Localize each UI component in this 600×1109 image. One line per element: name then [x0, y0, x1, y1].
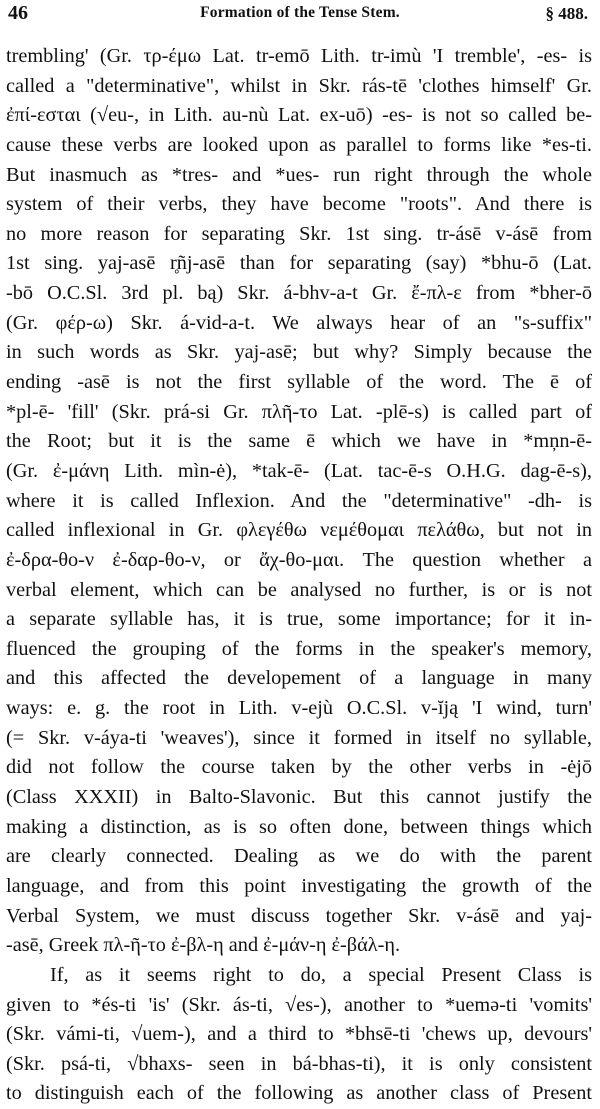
text-line: cause these verbs are looked upon as parallel to forms like *es-ti. — [6, 133, 592, 156]
text-line: (Gr. ἐ-μάνη Lith. mìn-ė), *tak-ē- (Lat. tac-ē-s O.H.G. dag-ē-s), — [6, 459, 592, 482]
page-number: 46 — [8, 2, 28, 24]
text-line: 1st sing. yaj-asē r̥ñj-asē than for separating (say) *bhu-ō (Lat. — [6, 252, 592, 275]
text-line: called inflexional in Gr. φλεγέθω νεμέθομαι πελάθω, but not in — [6, 519, 592, 542]
paragraph-start-line: If, as it seems right to do, a special Present Class is — [50, 963, 592, 986]
text-line: -bō O.C.Sl. 3rd pl. bą) Skr. á-bhv-a-t Gr. ἔ-πλ-ε from *bher-ō — [6, 282, 592, 305]
text-line: the Root; but it is the same ē which we have in *mņn-ē- — [6, 430, 592, 453]
text-line: Verbal System, we must discuss together Skr. v-ásē and yaj- — [6, 904, 592, 927]
body-text — [6, 42, 592, 1109]
running-title: Formation of the Tense Stem. — [200, 4, 400, 21]
paragraph-end-line: -asē, Greek πλ-ῆ-το ἐ-βλ-η and ἐ-μάν-η ἐ-βάλ-η. — [6, 934, 401, 957]
text-line: no more reason for separating Skr. 1st sing. tr-ásē v-ásē from — [6, 222, 592, 245]
text-line: verbal element, which can be analysed no further, is or is not — [6, 578, 592, 601]
text-line: making a distinction, as is so often done, between things which — [6, 815, 592, 838]
text-line: system of their verbs, they have become "roots". And there is — [6, 193, 592, 216]
running-head — [8, 2, 592, 28]
text-line: given to *és-ti 'is' (Skr. ás-ti, √es-), another to *uemə-ti 'vomits' — [6, 993, 592, 1016]
text-line: (= Skr. v-áya-ti 'weaves'), since it formed in itself no syllable, — [6, 726, 592, 749]
text-line: and this affected the developement of a language in many — [6, 667, 592, 690]
text-line: ἐπί-εσται (√eu-, in Lith. au-nù Lat. ex-uō) -es- is not so called be- — [6, 104, 592, 127]
text-line: ἐ-δρα-θο-ν ἐ-δαρ-θο-ν, or ἄχ-θο-μαι. The question whether a — [6, 548, 592, 571]
text-line: language, and from this point investigating the growth of the — [6, 874, 592, 897]
text-line: ending -asē is not the first syllable of the word. The ē of — [6, 371, 592, 394]
text-line: ways: e. g. the root in Lith. v-ejù O.C.Sl. v-ĭją 'I wind, turn' — [6, 697, 592, 720]
text-line: *pl-ē- 'fill' (Skr. prá-si Gr. πλῆ-το Lat. -plē-s) is called part of — [6, 400, 592, 423]
text-line: a separate syllable has, it is true, some importance; for it in- — [6, 608, 592, 631]
text-line: called a "determinative", whilst in Skr. rás-tē 'clothes himself' Gr. — [6, 74, 592, 97]
text-line: fluenced the grouping of the forms in the speaker's memory, — [6, 637, 592, 660]
text-line: did not follow the course taken by the other verbs in -ėjō — [6, 756, 592, 779]
text-line: trembling' (Gr. τρ-έμω Lat. tr-emō Lith. tr-imù 'I tremble', -es- is — [6, 45, 592, 67]
text-line: (Gr. φέρ-ω) Skr. á-vid-a-t. We always hear of an "s-suffix" — [6, 311, 592, 334]
text-line: where it is called Inflexion. And the "determinative" -dh- is — [6, 489, 592, 512]
text-line: (Skr. psá-ti, √bhaxs- seen in bá-bhas-ti), it is only consistent — [6, 1052, 592, 1075]
text-line: (Skr. vámi-ti, √uem-), and a third to *bhsē-ti 'chews up, devours' — [6, 1023, 592, 1046]
text-line: But inasmuch as *tres- and *ues- run right through the whole — [6, 163, 592, 186]
text-line: are clearly connected. Dealing as we do with the parent — [6, 845, 592, 868]
text-line: (Class XXXII) in Balto-Slavonic. But this cannot justify the — [6, 786, 592, 809]
text-line: to distinguish each of the following as another class of Present — [6, 1082, 592, 1105]
section-number: § 488. — [545, 4, 588, 23]
text-line: in such words as Skr. yaj-asē; but why? Simply because the — [6, 341, 592, 364]
